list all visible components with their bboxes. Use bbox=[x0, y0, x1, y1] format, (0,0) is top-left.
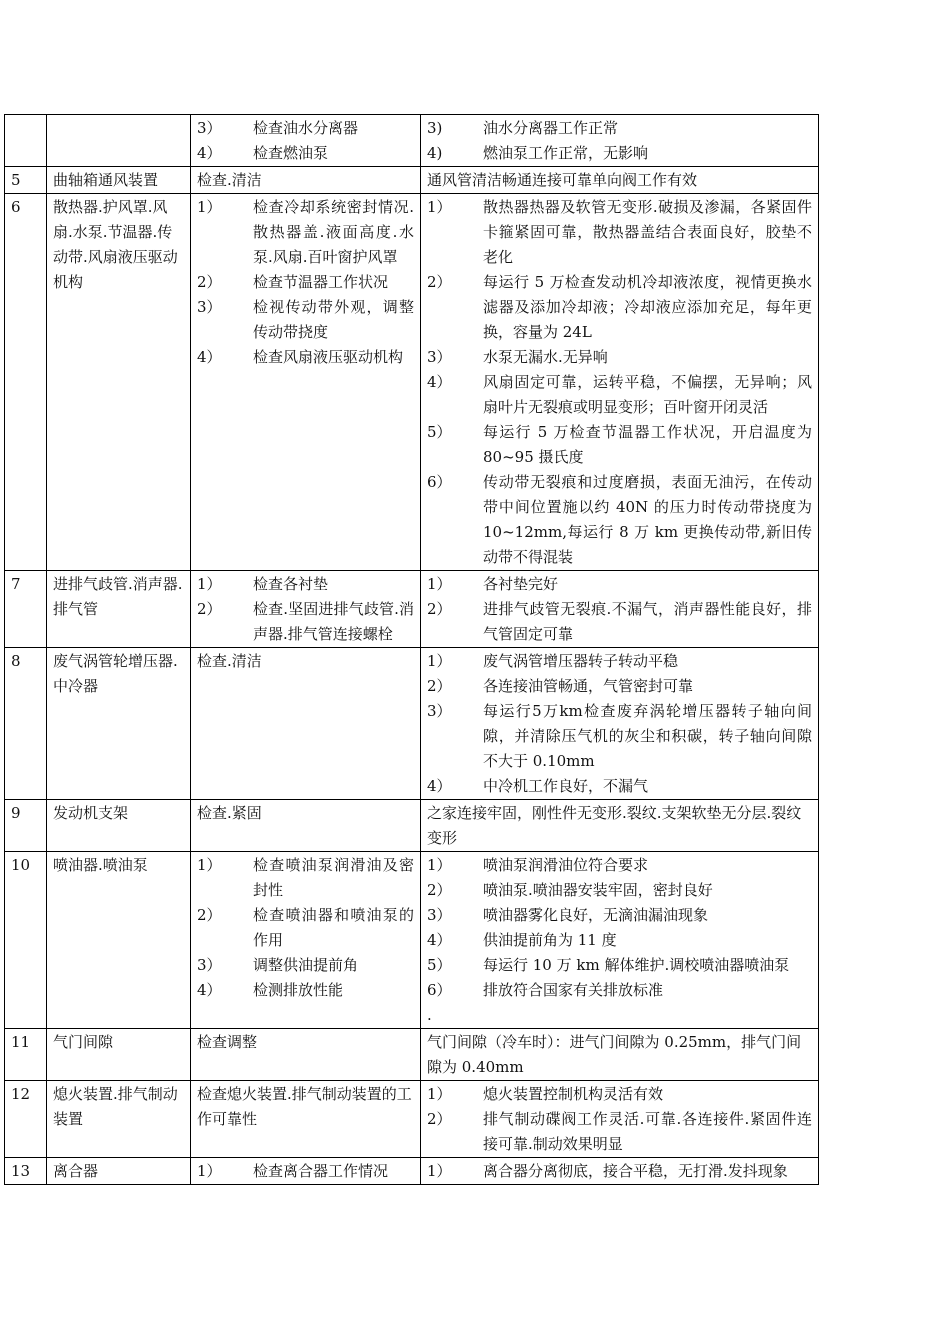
item-number: 4） bbox=[197, 144, 222, 162]
item-number: 3） bbox=[197, 298, 222, 316]
numbered-item bbox=[427, 853, 812, 878]
numbered-item bbox=[427, 953, 812, 978]
item-no-cell bbox=[5, 800, 47, 852]
item-number: 2） bbox=[427, 881, 452, 899]
component-cell bbox=[47, 571, 191, 648]
item-number: 1） bbox=[427, 856, 452, 874]
component-name: 气门间隙 bbox=[53, 1033, 114, 1051]
item-no: 7 bbox=[11, 575, 21, 593]
item-text: 每运行 10 万 km 解体维护.调校喷油器喷油泵 bbox=[483, 956, 790, 974]
numbered-item bbox=[197, 116, 414, 141]
table-row bbox=[5, 167, 819, 194]
component-name: 散热器.护风罩.风扇.水泵.节温器.传动带.风扇液压驱动机构 bbox=[53, 198, 178, 291]
numbered-item bbox=[427, 1159, 812, 1184]
item-text: 喷油泵.喷油器安装牢固，密封良好 bbox=[483, 881, 713, 899]
numbered-item bbox=[197, 953, 414, 978]
item-text: 中冷机工作良好，不漏气 bbox=[483, 777, 649, 795]
item-text: 喷油器雾化良好，无滴油漏油现象 bbox=[483, 906, 709, 924]
item-number: 2） bbox=[427, 677, 452, 695]
numbered-item bbox=[197, 270, 414, 295]
numbered-item bbox=[427, 699, 812, 774]
item-text: 每运行 5 万检查节温器工作状况，开启温度为 80~95 摄氏度 bbox=[483, 423, 812, 466]
item-number: 1） bbox=[427, 652, 452, 670]
item-no: 5 bbox=[11, 171, 21, 189]
standard-cell bbox=[421, 167, 819, 194]
component-cell bbox=[47, 115, 191, 167]
standard-text: 气门间隙（冷车时）：进气门间隙为 0.25mm，排气门间隙为 0.40mm bbox=[427, 1033, 802, 1076]
item-number: 1） bbox=[427, 575, 452, 593]
numbered-item bbox=[197, 853, 414, 903]
item-text: 风扇固定可靠，运转平稳，不偏摆，无异响；风扇叶片无裂痕或明显变形；百叶窗开闭灵活 bbox=[483, 373, 812, 416]
item-text: 检查喷油器和喷油泵的作用 bbox=[253, 906, 414, 949]
standard-cell bbox=[421, 194, 819, 571]
item-no-cell bbox=[5, 852, 47, 1029]
inspection-method-cell bbox=[191, 800, 421, 852]
table-row bbox=[5, 648, 819, 800]
numbered-item bbox=[427, 928, 812, 953]
item-text: 散热器热器及软管无变形.破损及渗漏，各紧固件卡箍紧固可靠，散热器盖结合表面良好，胶垫不老化 bbox=[483, 198, 812, 266]
item-text: 检查风扇液压驱动机构 bbox=[253, 348, 404, 366]
numbered-item bbox=[197, 195, 414, 270]
item-text: 检查离合器工作情况 bbox=[253, 1162, 389, 1180]
component-name: 熄火装置.排气制动装置 bbox=[53, 1085, 178, 1128]
item-text: 检查各衬垫 bbox=[253, 575, 329, 593]
item-number: 1） bbox=[197, 1162, 222, 1180]
inspection-method-cell bbox=[191, 1081, 421, 1158]
item-number: 5） bbox=[427, 423, 452, 441]
inspection-method-cell bbox=[191, 648, 421, 800]
item-number: 2） bbox=[427, 600, 452, 618]
item-text: 检测排放性能 bbox=[253, 981, 344, 999]
item-number: 3） bbox=[197, 119, 222, 137]
table-row bbox=[5, 1158, 819, 1185]
standard-cell bbox=[421, 648, 819, 800]
inspection-method-cell bbox=[191, 1029, 421, 1081]
component-cell bbox=[47, 194, 191, 571]
numbered-item bbox=[427, 674, 812, 699]
item-no-cell bbox=[5, 571, 47, 648]
inspection-method-text: 检查.清洁 bbox=[197, 171, 262, 189]
item-text: 检查油水分离器 bbox=[253, 119, 359, 137]
item-number: 1） bbox=[197, 856, 222, 874]
item-number: 2） bbox=[427, 1110, 452, 1128]
item-text: 检查.坚固进排气歧管.消声器.排气管连接螺栓 bbox=[253, 600, 414, 643]
item-number: 5） bbox=[427, 956, 452, 974]
item-text: 废气涡管增压器转子转动平稳 bbox=[483, 652, 679, 670]
item-no-cell bbox=[5, 194, 47, 571]
inspection-method-cell bbox=[191, 167, 421, 194]
component-name: 喷油器.喷油泵 bbox=[53, 856, 148, 874]
standard-cell bbox=[421, 1029, 819, 1081]
table-row bbox=[5, 194, 819, 571]
component-name: 废气涡管轮增压器.中冷器 bbox=[53, 652, 178, 695]
numbered-item bbox=[197, 295, 414, 345]
item-text: 喷油泵润滑油位符合要求 bbox=[483, 856, 649, 874]
numbered-item bbox=[197, 978, 414, 1003]
item-text: 各衬垫完好 bbox=[483, 575, 559, 593]
numbered-item bbox=[197, 903, 414, 953]
item-number: 3） bbox=[427, 702, 452, 720]
item-no-cell bbox=[5, 167, 47, 194]
item-number: 6） bbox=[427, 473, 452, 491]
table-row bbox=[5, 800, 819, 852]
item-no: 12 bbox=[11, 1085, 31, 1103]
numbered-item bbox=[427, 978, 812, 1003]
item-text: 检查燃油泵 bbox=[253, 144, 329, 162]
numbered-item bbox=[197, 141, 414, 166]
component-cell bbox=[47, 1158, 191, 1185]
numbered-item bbox=[427, 470, 812, 570]
item-no-cell bbox=[5, 648, 47, 800]
numbered-item bbox=[427, 420, 812, 470]
item-text: 各连接油管畅通，气管密封可靠 bbox=[483, 677, 694, 695]
numbered-item bbox=[197, 572, 414, 597]
item-number: 4） bbox=[197, 348, 222, 366]
numbered-item bbox=[197, 345, 414, 370]
component-name: 进排气歧管.消声器.排气管 bbox=[53, 575, 183, 618]
item-number: 1） bbox=[427, 1085, 452, 1103]
item-text: 排气制动碟阀工作灵活.可靠.各连接件.紧固件连接可靠.制动效果明显 bbox=[483, 1110, 812, 1153]
standard-cell bbox=[421, 852, 819, 1029]
item-text: 检查喷油泵润滑油及密封性 bbox=[253, 856, 414, 899]
trailing-mark: . bbox=[427, 1006, 432, 1024]
numbered-item bbox=[427, 1107, 812, 1157]
table-row bbox=[5, 1081, 819, 1158]
item-number: 4） bbox=[427, 931, 452, 949]
standard-text: 之家连接牢固，刚性件无变形.裂纹.支架软垫无分层.裂纹变形 bbox=[427, 804, 802, 847]
item-no: 9 bbox=[11, 804, 21, 822]
maintenance-table bbox=[4, 114, 819, 1185]
numbered-item bbox=[427, 116, 812, 141]
table-row bbox=[5, 571, 819, 648]
item-number: 6） bbox=[427, 981, 452, 999]
inspection-method-cell bbox=[191, 115, 421, 167]
standard-cell bbox=[421, 800, 819, 852]
item-number: 3） bbox=[427, 906, 452, 924]
component-cell bbox=[47, 167, 191, 194]
item-number: 2） bbox=[197, 906, 222, 924]
inspection-method-cell bbox=[191, 852, 421, 1029]
item-number: 4） bbox=[197, 981, 222, 999]
item-no: 10 bbox=[11, 856, 31, 874]
numbered-item bbox=[427, 878, 812, 903]
standard-cell bbox=[421, 115, 819, 167]
item-text: 检查节温器工作状况 bbox=[253, 273, 389, 291]
standard-cell bbox=[421, 1081, 819, 1158]
item-number: 1） bbox=[427, 1162, 452, 1180]
component-cell bbox=[47, 852, 191, 1029]
item-no: 11 bbox=[11, 1033, 31, 1051]
item-number: 1） bbox=[427, 198, 452, 216]
item-number: 4) bbox=[427, 144, 443, 162]
item-number: 1） bbox=[197, 575, 222, 593]
item-no-cell bbox=[5, 1029, 47, 1081]
item-text: 燃油泵工作正常，无影响 bbox=[483, 144, 649, 162]
component-cell bbox=[47, 1081, 191, 1158]
item-number: 3） bbox=[197, 956, 222, 974]
standard-text: 通风管清洁畅通连接可靠单向阀工作有效 bbox=[427, 171, 698, 189]
component-name: 离合器 bbox=[53, 1162, 99, 1180]
item-text: 供油提前角为 11 度 bbox=[483, 931, 617, 949]
component-name: 曲轴箱通风装置 bbox=[53, 171, 159, 189]
component-cell bbox=[47, 648, 191, 800]
item-text: 检视传动带外观，调整传动带挠度 bbox=[253, 298, 414, 341]
numbered-item bbox=[427, 370, 812, 420]
item-number: 3） bbox=[427, 348, 452, 366]
item-text: 检查冷却系统密封情况.散热器盖.液面高度.水泵.风扇.百叶窗护风罩 bbox=[253, 198, 414, 266]
item-number: 4） bbox=[427, 373, 452, 391]
table-row bbox=[5, 852, 819, 1029]
item-no-cell bbox=[5, 1158, 47, 1185]
item-text: 每运行5万km检查废弃涡轮增压器转子轴向间隙，并清除压气机的灰尘和积碳，转子轴向间隙不大于 0.10mm bbox=[483, 702, 812, 770]
item-text: 进排气歧管无裂痕.不漏气，消声器性能良好，排气管固定可靠 bbox=[483, 600, 812, 643]
table-row bbox=[5, 115, 819, 167]
numbered-item bbox=[427, 195, 812, 270]
numbered-item bbox=[427, 597, 812, 647]
standard-cell bbox=[421, 1158, 819, 1185]
item-text: 传动带无裂痕和过度磨损，表面无油污，在传动带中间位置施以约 40N 的压力时传动带挠度为 10~12mm,每运行 8 万 km 更换传动带,新旧传动带不得混装 bbox=[483, 473, 812, 566]
item-text: 油水分离器工作正常 bbox=[483, 119, 619, 137]
item-number: 1） bbox=[197, 198, 222, 216]
component-cell bbox=[47, 1029, 191, 1081]
item-text: 每运行 5 万检查发动机冷却液浓度，视情更换水滤器及添加冷却液；冷却液应添加充足，每年更换，容量为 24L bbox=[483, 273, 812, 341]
inspection-method-text: 检查调整 bbox=[197, 1033, 258, 1051]
item-number: 2） bbox=[197, 600, 222, 618]
numbered-item bbox=[427, 141, 812, 166]
standard-cell bbox=[421, 571, 819, 648]
item-text: 水泵无漏水.无异响 bbox=[483, 348, 608, 366]
item-text: 排放符合国家有关排放标准 bbox=[483, 981, 664, 999]
inspection-method-text: 检查熄火装置.排气制动装置的工作可靠性 bbox=[197, 1085, 412, 1128]
item-number: 3) bbox=[427, 119, 443, 137]
inspection-method-cell bbox=[191, 1158, 421, 1185]
item-number: 2） bbox=[197, 273, 222, 291]
inspection-method-cell bbox=[191, 194, 421, 571]
numbered-item bbox=[197, 597, 414, 647]
numbered-item bbox=[427, 774, 812, 799]
item-no-cell bbox=[5, 115, 47, 167]
numbered-item bbox=[427, 1082, 812, 1107]
item-no: 8 bbox=[11, 652, 21, 670]
numbered-item bbox=[427, 345, 812, 370]
component-name: 发动机支架 bbox=[53, 804, 129, 822]
inspection-method-cell bbox=[191, 571, 421, 648]
numbered-item bbox=[427, 270, 812, 345]
item-no-cell bbox=[5, 1081, 47, 1158]
component-cell bbox=[47, 800, 191, 852]
numbered-item bbox=[427, 903, 812, 928]
numbered-item bbox=[427, 572, 812, 597]
table-body bbox=[5, 115, 819, 1185]
item-text: 离合器分离彻底，接合平稳，无打滑.发抖现象 bbox=[483, 1162, 788, 1180]
item-text: 熄火装置控制机构灵活有效 bbox=[483, 1085, 664, 1103]
item-number: 4） bbox=[427, 777, 452, 795]
item-no: 6 bbox=[11, 198, 21, 216]
table-row bbox=[5, 1029, 819, 1081]
inspection-method-text: 检查.紧固 bbox=[197, 804, 262, 822]
item-no: 13 bbox=[11, 1162, 31, 1180]
inspection-method-text: 检查.清洁 bbox=[197, 652, 262, 670]
item-number: 2） bbox=[427, 273, 452, 291]
numbered-item bbox=[427, 649, 812, 674]
numbered-item bbox=[197, 1159, 414, 1184]
item-text: 调整供油提前角 bbox=[253, 956, 359, 974]
